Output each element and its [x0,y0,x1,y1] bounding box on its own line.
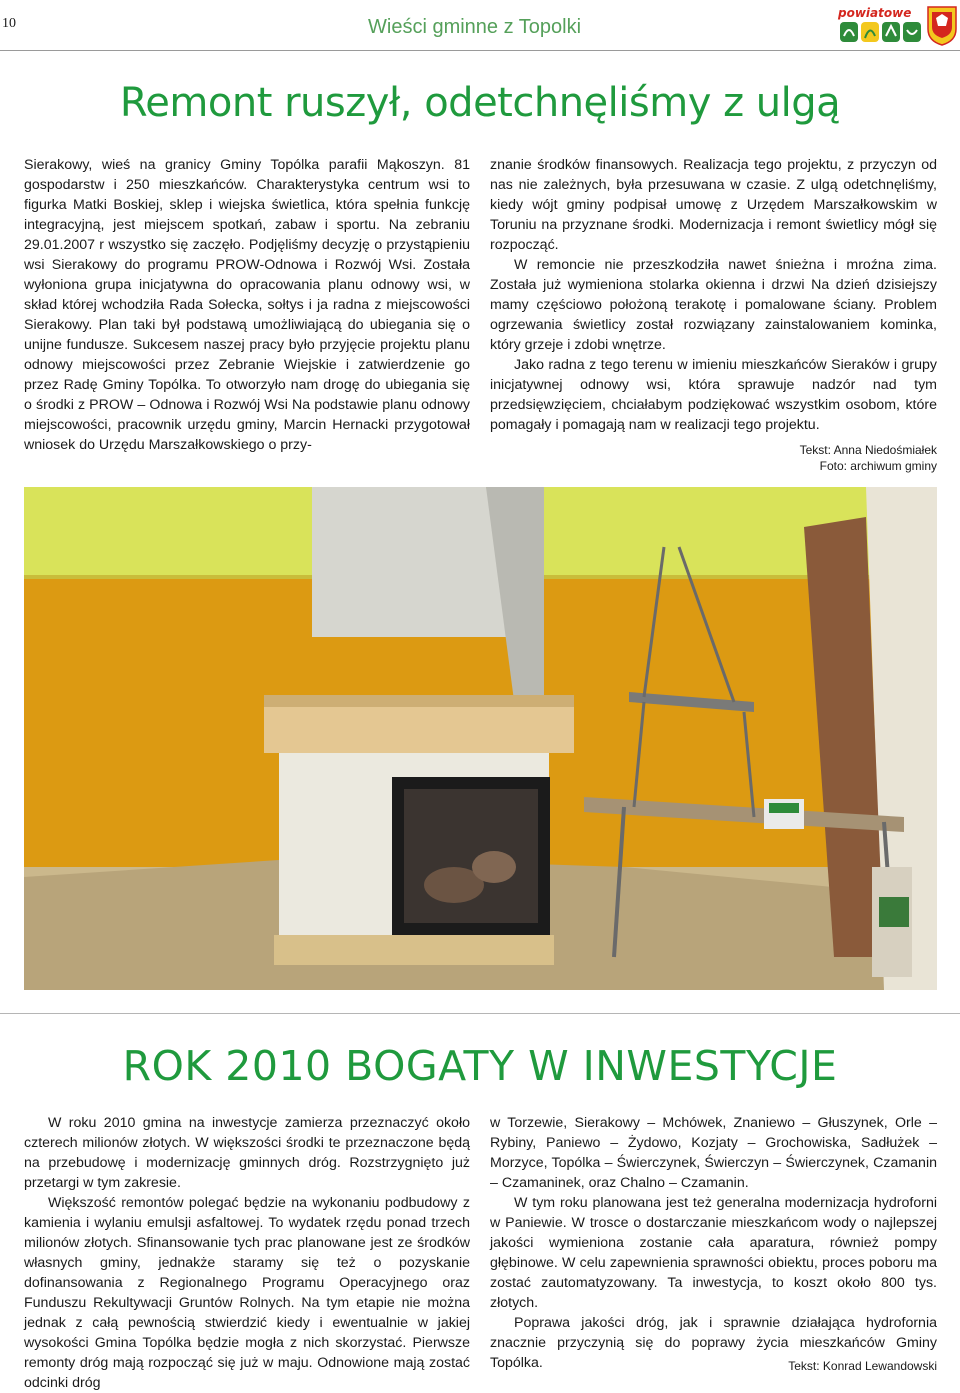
page-number: 10 [2,16,16,31]
article1-text-credit: Tekst: Anna Niedośmiałek [799,443,937,457]
article2-paragraph: w Torzewie, Sierakowy – Mchówek, Znaniewo – Głuszynek, Orle – Rybiny, Paniewo – Żydowo, Kozjaty – Grochowiska, Sadłużek – Morzyce, Topólka – Świerczynek, Świerczyn – Świerczynek, Czamanin – Czamaninek, oraz Chalno – Czamanin. [490,1115,937,1191]
article1-paragraph: znanie środków finansowych. Realizacja tego projektu, z przyczyn od nas nie zależnych, była przesuwana w czasie. Z ulgą odetchnęliśmy, kiedy wójt gminy podpisał umowę z Urzędem Marszałkowskim w Toruniu na przyznane środki. Modernizacja i remont świetlicy mógł się rozpocząć. [490,157,937,253]
article2-paragraph: Większość remontów polegać będzie na wykonaniu podbudowy z kamienia i wylaniu emulsji asfaltowej. To wydatek rzędu ponad trzech milionów złotych. Sfinansowanie tych prac planowane jest ze środków własnych gminy, jednakże staramy się też o pozyskanie dofinansowania z Regionalnego Programu Operacyjnego oraz Funduszu Rekultywacji Gruntów Rolnych. Na tym etapie nie można jednak z całą pewnością stwierdzić kiedy i ewentualnie w jakiej wysokości Gmina Topólka będzie mogła z nich skorzystać. Pierwsze remonty dróg mają rozpocząć się już w maju. Odnowione mają zostać odcinki dróg [24,1195,470,1391]
fireplace-photo-icon [24,487,937,990]
county-crest-icon [928,7,956,45]
article2-column-1 [24,1113,470,1393]
powiatowe-logo [836,4,958,46]
article1-paragraph: Sierakowy, wieś na granicy Gminy Topólka parafii Mąkoszyn. 81 gospodarstw i 250 mieszkańców. Charakterystyka centrum wsi to figurka Matki Boskiej, sklep i wiejska świetlica, która spełnia funkcję integracyjną, jest miejscem spotkań, zabaw i sportu. Na zebraniu 29.01.2007 r wszystko się zaczęło. Podjęliśmy decyzję o przystąpieniu wsi Sierakowy do programu PROW-Odnowa i Rozwój Wsi. Została wyłoniona grupa inicjatywna do opracowania planu odnowy wsi, w skład której wchodziła Rada Sołecka, sołtys i ja radna z miejscowości Sierakowy. Plan taki był podstawą umożliwiającą do ubiegania się o unijne fundusze. Sukcesem naszej pracy było przyjęcie projektu planu odnowy miejscowości przez Zebranie Wiejskie i zatwierdzenie go przez Radę Gminy Topólka. To otworzyło nam drogę do ubiegania się o środki z PROW – Odnowa i Rozwój Wsi Na podstawie planu odnowy miejscowości, pracownik urzędu gminy, Marcin Hernacki przygotował wniosek do Urzędu Marszałkowskiego o przy- [24,157,470,453]
article1-paragraph: W remoncie nie przeszkodziła nawet śnieżna i mroźna zima. Została już wymieniona stolarka okienna i drzwi Na dzień dzisiejszy mamy częściowo położoną terakotę i pomalowane ściany. Problem ogrzewania świetlicy został rozwiązany zainstalowaniem kominka, który grzeje i zdobi wnętrze. [490,257,937,353]
fireplace-photo [24,487,937,990]
article2-column-2 [490,1113,937,1373]
article2-text-credit: Tekst: Konrad Lewandowski [788,1359,937,1373]
article2-headline: ROK 2010 BOGATY W INWESTYCJE [122,1042,838,1090]
running-head: Wieści gminne z Topolki [368,16,582,38]
article2-paragraph: W roku 2010 gmina na inwestycje zamierza przeznaczyć około czterech milionów złotych. W większości środki te przeznaczone będą na przebudowę i modernizację gminnych dróg. Rozstrzygnięto już przetargi w tym zakresie. [24,1115,470,1191]
logo-wordmark: powiatowe [838,6,912,20]
section-divider [0,1013,960,1014]
article1-column-2 [490,155,937,435]
powiatowe-logo-icon [836,4,958,46]
article1-headline: Remont ruszył, odetchnęliśmy z ulgą [119,80,841,126]
article1-column-1 [24,155,470,455]
header-rule [0,50,960,51]
article1-photo-credit: Foto: archiwum gminy [819,459,937,473]
article2-paragraph: Poprawa jakości dróg, jak i sprawnie działająca hydrofornia znacznie przyczynią się do poprawy życia mieszkańców Gminy Topólka. [490,1315,937,1371]
article2-paragraph: W tym roku planowana jest też generalna modernizacja hydroforni w Paniewie. W trosce o dostarczanie mieszkańcom wody o najlepszej jakości wymieniona zostanie cała aparatura, również pompy głębinowe. W celu zapewnienia sprawności obiektu, proces poboru ma zostać zautomatyzowany. Ta inwestycja, to koszt około 800 tys. złotych. [490,1195,937,1311]
article2-credits [600,1358,937,1374]
article1-credits [600,442,937,474]
article1-paragraph: Jako radna z tego terenu w imieniu mieszkańców Sieraków i grupy inicjatywnej odnowy wsi, która sprawuje nadzór nad tym przedsięwzięciem, chciałabym podziękować wszystkim osobom, które pomagały i pomagają nam w realizacji tego projektu. [490,357,937,433]
